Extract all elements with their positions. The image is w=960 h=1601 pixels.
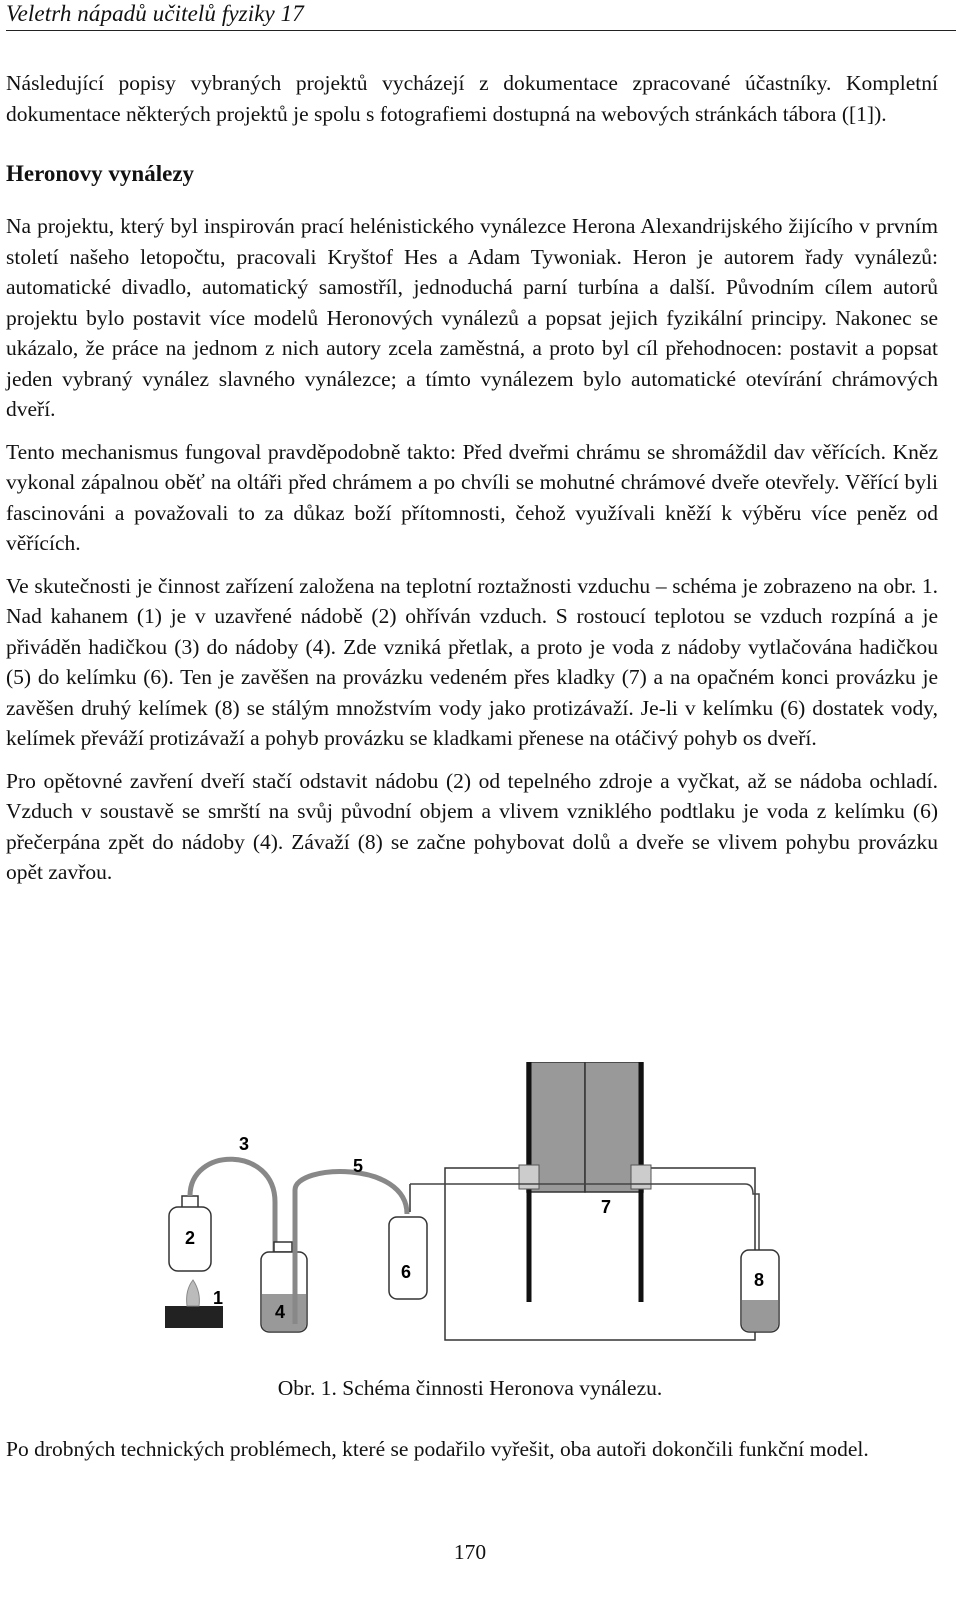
pulley-left	[519, 1165, 539, 1189]
intro-paragraph: Následující popisy vybraných projektů vycházejí z dokumentace zpracované účastníky. Kompletní dokumentace některých projektů je spolu s fotografiemi dostupná na webových stránkách tábora ([1]).	[6, 71, 938, 126]
page-number: 170	[453, 1540, 487, 1564]
closing-paragraph: Po drobných technických problémech, které se podařilo vyřešit, oba autoři dokončili funkční model.	[6, 1437, 869, 1461]
flame	[187, 1280, 200, 1306]
burner	[165, 1306, 223, 1328]
running-header	[6, 0, 956, 31]
label-6: 6	[401, 1262, 412, 1282]
pulley-right	[631, 1165, 651, 1189]
label-3: 3	[239, 1134, 250, 1154]
label-8: 8	[754, 1270, 765, 1290]
vessel-4-neck	[274, 1242, 292, 1252]
cup-8-water	[742, 1300, 778, 1331]
body-paragraph-4: Pro opětovné zavření dveří stačí odstavit nádobu (2) od tepelného zdroje a vyčkat, až se nádoba ochladí. Vzduch v soustavě se smrští na svůj původní objem a vlivem vzniklého podtlaku je voda z kelímku (6) přečerpána zpět do nádoby (4). Závaží (8) se začne pohybovat dolů a dveře se vlivem pohybu provázku opět zavřou.	[6, 768, 938, 884]
cup-6	[389, 1217, 427, 1299]
figure-caption: Obr. 1. Schéma činnosti Heronova vynálezu.	[277, 1376, 663, 1400]
closing-content	[6, 1434, 938, 1477]
heron-apparatus-diagram	[155, 1062, 785, 1362]
label-5: 5	[353, 1156, 364, 1176]
main-content	[6, 68, 938, 900]
body-paragraph-2: Tento mechanismus fungoval pravděpodobně takto: Před dveřmi chrámu se shromáždil dav věřících. Kněz vykonal zápalnou oběť na oltáři před chrámem a po chvíli se mohutné chrámové dveře otevřely. Věřící byli fascinováni a považovali to za důkaz boží přítomnosti, čehož využívali kněží k výběru více peněz od věřících.	[6, 439, 938, 555]
vessel-2-neck	[182, 1196, 198, 1208]
body-paragraph-1: Na projektu, který byl inspirován prací helénistického vynálezce Herona Alexandrijského žijícího v prvním století našeho letopočtu, pracovali Kryštof Hes a Adam Tywoniak. Heron je autorem řady vynálezů: automatické divadlo, automatický samostříl, jednoduchá parní turbína a další. Původním cílem autorů projektu bylo postavit více modelů Heronových vynálezů a popsat jejich fyzikální principy. Nakonec se ukázalo, že práce na jednom z nich autory zcela zaměstná, a proto byl cíl přehodnocen: postavit a popsat jeden vybraný vynález slavného vynálezce; a tímto vynálezem bylo automatické otevírání chrámových dveří.	[6, 214, 938, 421]
label-4: 4	[275, 1302, 286, 1322]
body-paragraph-3: Ve skutečnosti je činnost zařízení založena na teplotní roztažnosti vzduchu – schéma je zobrazeno na obr. 1. Nad kahanem (1) je v uzavřené nádobě (2) ohříván vzduch. S rostoucí teplotou se vzduch rozpíná a je přiváděn hadičkou (3) do nádoby (4). Zde vzniká přetlak, a proto je voda z nádoby vytlačována hadičkou (5) do kelímku (6). Ten je zavěšen na provázku vedeném přes kladky (7) a na opačném konci provázku je zavěšen druhý kelímek (8) se stálým množstvím vody jako protizávaží. Je-li v kelímku (6) dostatek vody, kelímek převáží protizávaží a pohyb provázku se kladkami přenese na otáčivý pohyb os dveří.	[6, 573, 938, 750]
header-title: Veletrh nápadů učitelů fyziky 17	[6, 1, 304, 26]
label-2: 2	[185, 1228, 196, 1248]
label-1: 1	[213, 1288, 224, 1308]
temple-base	[445, 1168, 755, 1340]
label-7: 7	[601, 1197, 612, 1217]
section-heading: Heronovy vynálezy	[6, 161, 195, 186]
